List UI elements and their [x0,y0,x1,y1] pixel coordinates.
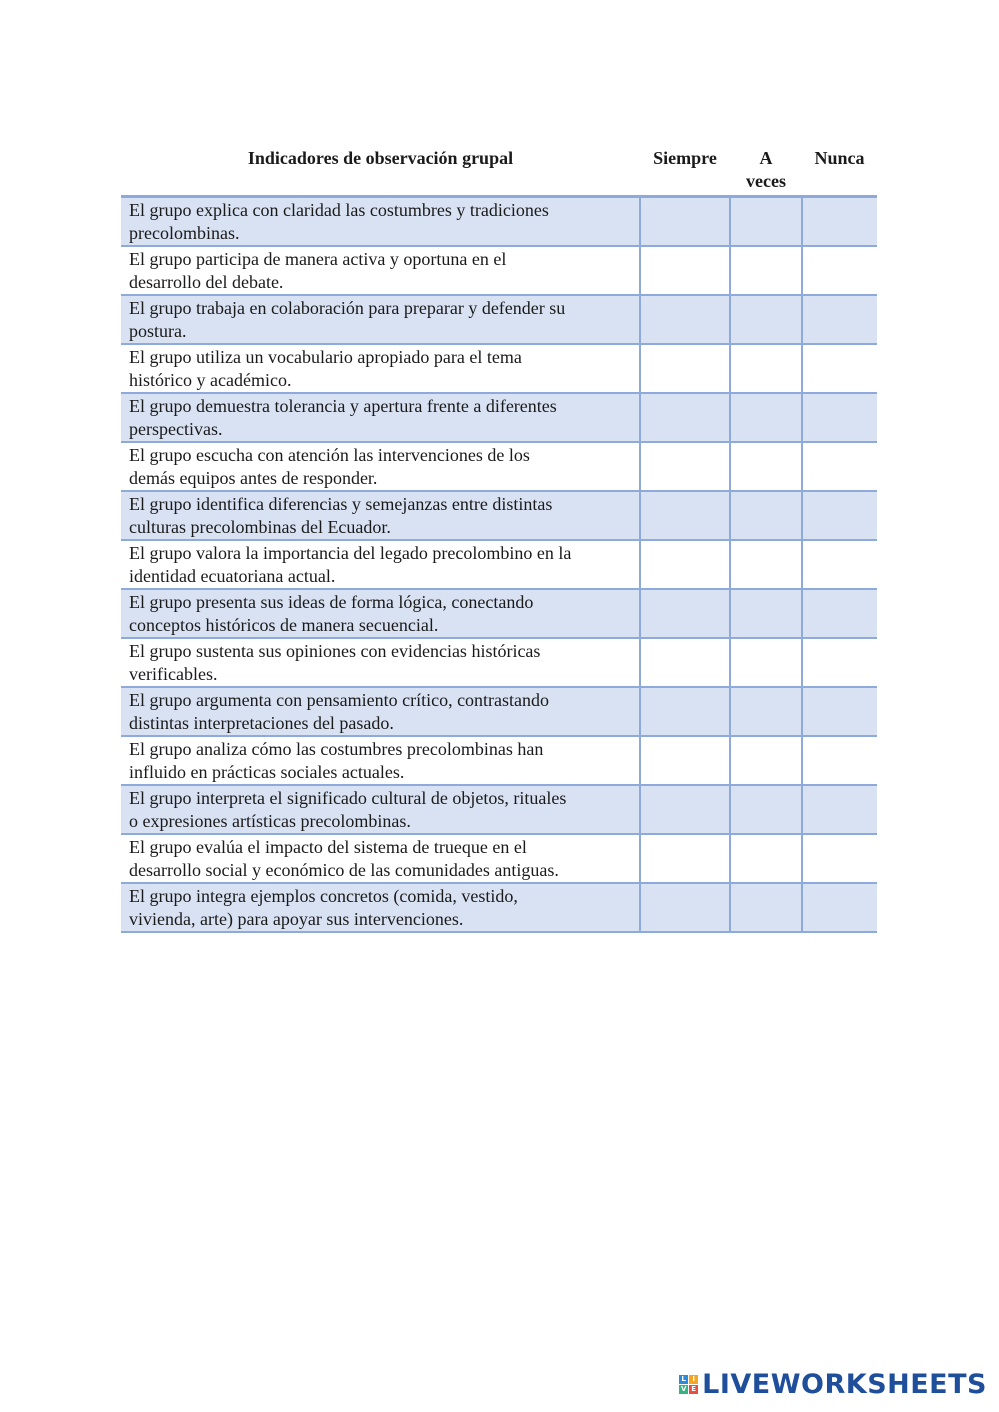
table-row [121,687,877,736]
mark-cell-siempre[interactable] [640,785,730,834]
mark-cell-a-veces[interactable] [730,883,802,932]
mark-cell-a-veces[interactable] [730,295,802,344]
indicator-text-line1: El grupo escucha con atención las intervenciones de los [129,445,530,465]
indicator-text-line1: El grupo presenta sus ideas de forma lógica, conectando [129,592,534,612]
mark-cell-a-veces[interactable] [730,344,802,393]
indicator-text-line2: culturas precolombinas del Ecuador. [129,517,391,537]
indicator-text-line1: El grupo analiza cómo las costumbres precolombinas han [129,739,544,759]
indicator-text-line2: o expresiones artísticas precolombinas. [129,811,411,831]
mark-cell-siempre[interactable] [640,344,730,393]
mark-cell-a-veces[interactable] [730,687,802,736]
indicator-text-line1: El grupo integra ejemplos concretos (comida, vestido, [129,886,518,906]
indicator-text-line1: El grupo participa de manera activa y oportuna en el [129,249,507,269]
mark-cell-nunca[interactable] [802,834,877,883]
indicator-text-line1: El grupo explica con claridad las costumbres y tradiciones [129,200,549,220]
mark-cell-a-veces[interactable] [730,540,802,589]
mark-cell-nunca[interactable] [802,491,877,540]
indicator-cell [121,883,640,932]
mark-cell-siempre[interactable] [640,687,730,736]
indicator-text-line1: El grupo argumenta con pensamiento crítico, contrastando [129,690,550,710]
mark-cell-nunca[interactable] [802,785,877,834]
indicator-text-line1: El grupo evalúa el impacto del sistema de trueque en el [129,837,527,857]
mark-cell-nunca[interactable] [802,883,877,932]
indicator-cell [121,736,640,785]
mark-cell-siempre[interactable] [640,197,730,247]
mark-cell-a-veces[interactable] [730,834,802,883]
mark-cell-nunca[interactable] [802,246,877,295]
logo-text: LIVEWORKSHEETS [702,1368,987,1400]
mark-cell-siempre[interactable] [640,540,730,589]
indicator-text-line2: histórico y académico. [129,370,292,390]
table-row [121,393,877,442]
mark-cell-siempre[interactable] [640,638,730,687]
indicator-cell [121,638,640,687]
header-a-veces-line2: veces [746,171,786,191]
mark-cell-nunca[interactable] [802,589,877,638]
indicator-text-line2: conceptos históricos de manera secuencial. [129,615,439,635]
indicator-cell [121,834,640,883]
mark-cell-a-veces[interactable] [730,638,802,687]
indicator-text-line2: desarrollo del debate. [129,272,284,292]
mark-cell-a-veces[interactable] [730,785,802,834]
indicator-cell [121,295,640,344]
mark-cell-nunca[interactable] [802,687,877,736]
table-row [121,197,877,247]
table-row [121,785,877,834]
mark-cell-siempre[interactable] [640,393,730,442]
indicator-text-line1: El grupo utiliza un vocabulario apropiado para el tema [129,347,522,367]
indicator-text-line2: perspectivas. [129,419,223,439]
mark-cell-siempre[interactable] [640,295,730,344]
table-row [121,638,877,687]
mark-cell-a-veces[interactable] [730,442,802,491]
indicator-text-line2: demás equipos antes de responder. [129,468,378,488]
indicator-cell [121,344,640,393]
indicator-text-line2: precolombinas. [129,223,240,243]
mark-cell-siempre[interactable] [640,491,730,540]
header-siempre: Siempre [640,143,730,197]
mark-cell-a-veces[interactable] [730,197,802,247]
indicator-cell [121,589,640,638]
table-row [121,834,877,883]
mark-cell-nunca[interactable] [802,540,877,589]
mark-cell-siempre[interactable] [640,736,730,785]
header-indicators: Indicadores de observación grupal [121,143,640,197]
table-row [121,540,877,589]
mark-cell-nunca[interactable] [802,638,877,687]
mark-cell-a-veces[interactable] [730,246,802,295]
mark-cell-nunca[interactable] [802,736,877,785]
indicator-text-line1: El grupo trabaja en colaboración para preparar y defender su [129,298,566,318]
mark-cell-nunca[interactable] [802,197,877,247]
mark-cell-nunca[interactable] [802,442,877,491]
mark-cell-siempre[interactable] [640,246,730,295]
table-row [121,246,877,295]
indicator-text-line2: distintas interpretaciones del pasado. [129,713,394,733]
mark-cell-a-veces[interactable] [730,491,802,540]
indicator-cell [121,491,640,540]
table-row [121,344,877,393]
table-row [121,295,877,344]
table-row [121,736,877,785]
header-a-veces [730,143,802,197]
indicator-text-line2: vivienda, arte) para apoyar sus intervenciones. [129,909,464,929]
table-body [121,197,877,933]
table-row [121,491,877,540]
mark-cell-siempre[interactable] [640,834,730,883]
mark-cell-a-veces[interactable] [730,589,802,638]
indicator-text-line2: desarrollo social y económico de las comunidades antiguas. [129,860,559,880]
indicator-text-line2: influido en prácticas sociales actuales. [129,762,405,782]
liveworksheets-logo [679,1368,987,1400]
observation-table [121,143,877,933]
indicator-text-line2: verificables. [129,664,218,684]
indicator-text-line2: identidad ecuatoriana actual. [129,566,336,586]
indicator-cell [121,442,640,491]
indicator-text-line1: El grupo sustenta sus opiniones con evidencias históricas [129,641,541,661]
indicator-cell [121,540,640,589]
table-row [121,589,877,638]
table-row [121,883,877,932]
indicator-cell [121,393,640,442]
mark-cell-nunca[interactable] [802,295,877,344]
indicator-cell [121,246,640,295]
mark-cell-siempre[interactable] [640,883,730,932]
mark-cell-a-veces[interactable] [730,393,802,442]
table-header [121,143,877,197]
mark-cell-nunca[interactable] [802,393,877,442]
mark-cell-a-veces[interactable] [730,736,802,785]
indicator-text-line1: El grupo interpreta el significado cultural de objetos, rituales [129,788,567,808]
indicator-cell [121,687,640,736]
indicator-cell [121,785,640,834]
indicator-cell [121,197,640,247]
mark-cell-nunca[interactable] [802,344,877,393]
indicator-text-line2: postura. [129,321,187,341]
indicator-text-line1: El grupo demuestra tolerancia y apertura frente a diferentes [129,396,557,416]
table-row [121,442,877,491]
indicator-text-line1: El grupo valora la importancia del legado precolombino en la [129,543,572,563]
header-a-veces-line1: A [759,148,773,168]
indicator-text-line1: El grupo identifica diferencias y semejanzas entre distintas [129,494,553,514]
mark-cell-siempre[interactable] [640,442,730,491]
mark-cell-siempre[interactable] [640,589,730,638]
header-nunca: Nunca [802,143,877,197]
logo-mark-icon: L I V E [679,1375,698,1394]
